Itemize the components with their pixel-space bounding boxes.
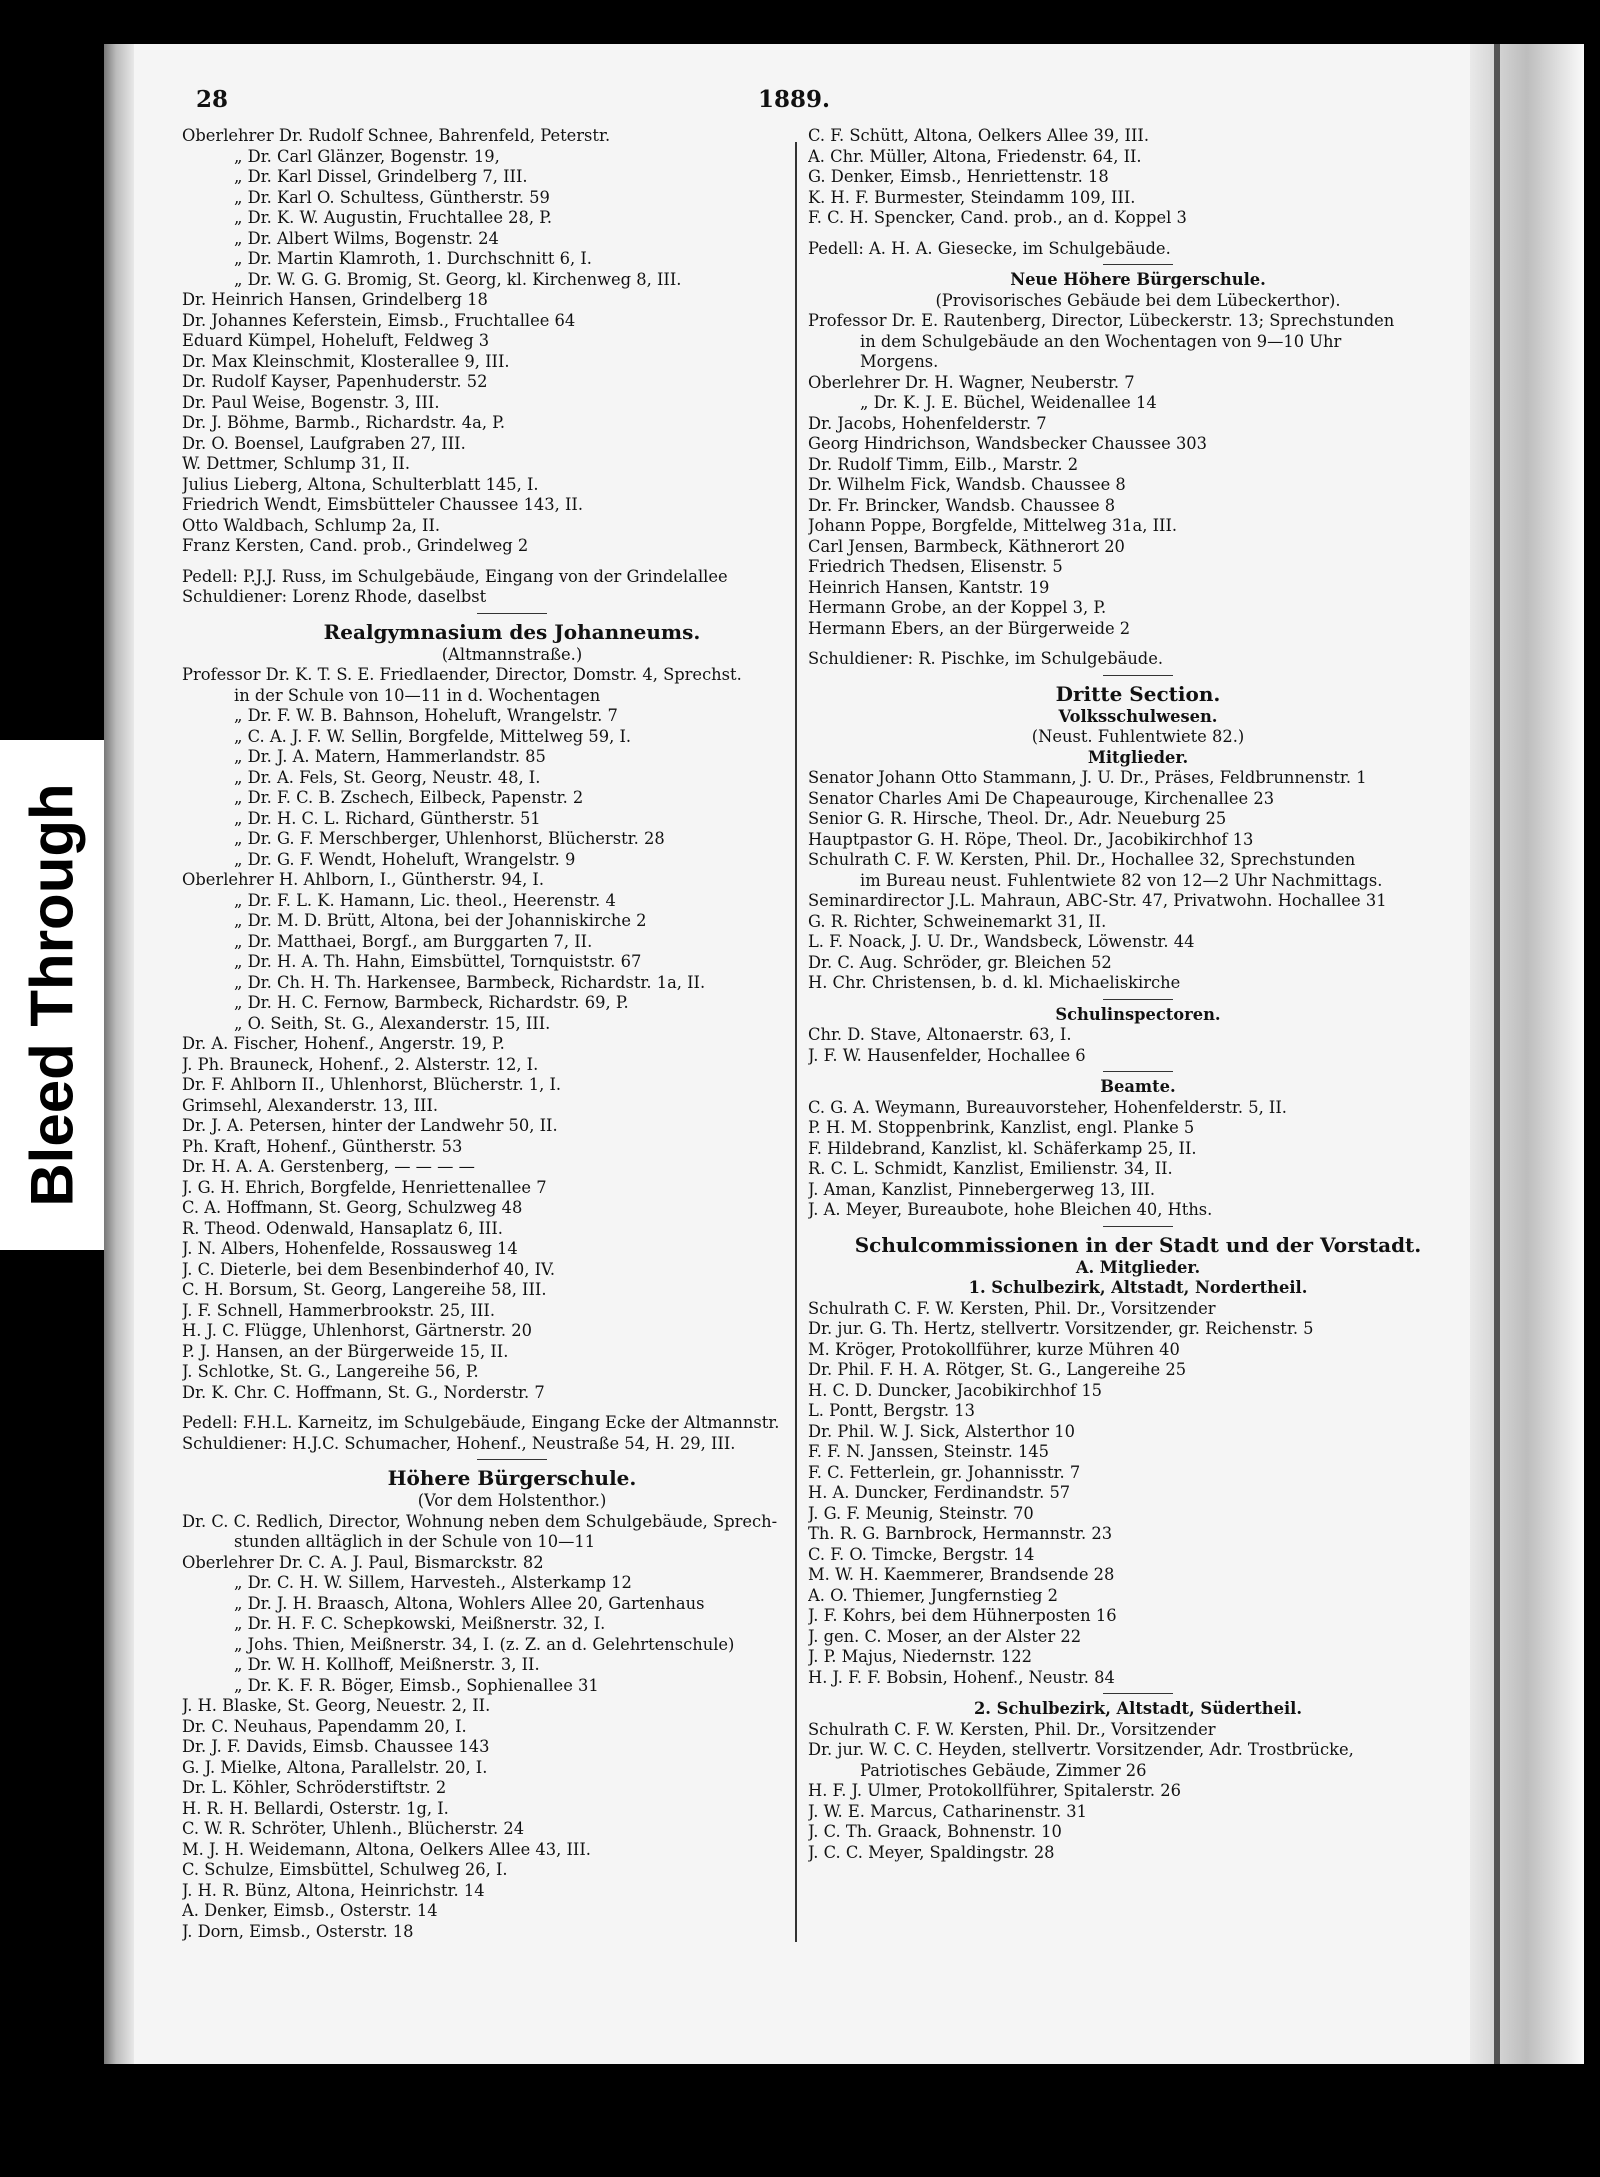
directory-entry: Schuldiener: R. Pischke, im Schulgebäude. (808, 649, 1164, 668)
directory-entry: „ Johs. Thien, Meißnerstr. 34, I. (z. Z. an d. Gelehrtenschule) (234, 1634, 735, 1654)
section-heading: Neue Höhere Bürgerschule. (1010, 270, 1266, 289)
directory-entry: A. Chr. Müller, Altona, Friedenstr. 64, II. (808, 146, 1142, 166)
directory-entry: „ Dr. Carl Glänzer, Bogenstr. 19, (234, 146, 500, 166)
directory-entry: M. W. H. Kaemmerer, Brandsende 28 (808, 1565, 1115, 1584)
directory-entry: Heinrich Hansen, Kantstr. 19 (808, 577, 1050, 597)
directory-entry: „ Dr. F. C. B. Zschech, Eilbeck, Papenstr. 2 (234, 788, 584, 807)
directory-entry: Carl Jensen, Barmbeck, Käthnerort 20 (808, 536, 1125, 556)
directory-entry: Dr. Johannes Keferstein, Eimsb., Fruchtallee 64 (182, 310, 576, 330)
directory-entry: Dr. Rudolf Timm, Eilb., Marstr. 2 (808, 454, 1079, 474)
directory-entry: M. J. H. Weidemann, Altona, Oelkers Allee 43, III. (182, 1839, 591, 1859)
directory-entry: G. Denker, Eimsb., Henriettenstr. 18 (808, 167, 1109, 186)
directory-entry: Dr. Phil. F. H. A. Rötger, St. G., Langereihe 25 (808, 1360, 1187, 1379)
directory-entry: H. Chr. Christensen, b. d. kl. Michaeliskirche (808, 973, 1181, 992)
directory-entry: „ Dr. G. F. Wendt, Hoheluft, Wrangelstr. 9 (234, 849, 576, 869)
directory-entry: F. Hildebrand, Kanzlist, kl. Schäferkamp 25, II. (808, 1138, 1197, 1158)
directory-entry: Dr. L. Köhler, Schröderstiftstr. 2 (182, 1778, 447, 1797)
directory-entry: Franz Kersten, Cand. prob., Grindelweg 2 (182, 536, 529, 555)
directory-entry: Dr. Jacobs, Hohenfelderstr. 7 (808, 413, 1047, 433)
directory-entry: „ Dr. Albert Wilms, Bogenstr. 24 (234, 228, 499, 248)
directory-entry: F. F. N. Janssen, Steinstr. 145 (808, 1442, 1050, 1461)
directory-entry: Dr. A. Fischer, Hohenf., Angerstr. 19, P. (182, 1034, 505, 1053)
directory-entry: „ Dr. A. Fels, St. Georg, Neustr. 48, I. (234, 767, 541, 787)
directory-entry: Julius Lieberg, Altona, Schulterblatt 145, I. (182, 474, 539, 494)
directory-entry: Dr. J. A. Petersen, hinter der Landwehr 50, II. (182, 1116, 558, 1135)
directory-entry: J. G. H. Ehrich, Borgfelde, Henriettenallee 7 (182, 1177, 547, 1197)
directory-entry: J. F. Kohrs, bei dem Hühnerposten 16 (808, 1606, 1117, 1625)
directory-entry: G. J. Mielke, Altona, Parallelstr. 20, I. (182, 1757, 488, 1777)
directory-entry: H. F. J. Ulmer, Protokollführer, Spitalerstr. 26 (808, 1781, 1181, 1800)
directory-entry: in dem Schulgebäude an den Wochentagen von 9—10 Uhr (860, 331, 1342, 351)
directory-entry: „ Dr. K. J. E. Büchel, Weidenallee 14 (860, 393, 1157, 412)
directory-entry: „ Dr. G. F. Merschberger, Uhlenhorst, Blücherstr. 28 (234, 829, 665, 848)
section-rule (1103, 264, 1173, 265)
directory-entry: H. J. F. F. Bobsin, Hohenf., Neustr. 84 (808, 1667, 1115, 1687)
directory-entry: R. C. L. Schmidt, Kanzlist, Emilienstr. 34, II. (808, 1159, 1173, 1178)
left-column (182, 126, 842, 1942)
directory-entry: Dr. Heinrich Hansen, Grindelberg 18 (182, 290, 488, 309)
directory-entry: Patriotisches Gebäude, Zimmer 26 (860, 1760, 1147, 1780)
section-rule (1103, 1226, 1173, 1227)
directory-entry: C. F. Schütt, Altona, Oelkers Allee 39, III. (808, 126, 1150, 145)
directory-entry: A. O. Thiemer, Jungfernstieg 2 (808, 1585, 1059, 1605)
directory-entry: „ Dr. J. A. Matern, Hammerlandstr. 85 (234, 747, 546, 766)
directory-entry: Schulrath C. F. W. Kersten, Phil. Dr., Vorsitzender (808, 1298, 1216, 1318)
directory-entry: K. H. F. Burmester, Steindamm 109, III. (808, 187, 1136, 207)
directory-entry: J. G. F. Meunig, Steinstr. 70 (808, 1503, 1034, 1523)
section-rule (1103, 1693, 1173, 1694)
directory-entry: J. H. Blaske, St. Georg, Neuestr. 2, II. (182, 1696, 491, 1715)
section-rule (477, 1459, 547, 1460)
directory-entry: „ Dr. H. C. Fernow, Barmbeck, Richardstr. 69, P. (234, 993, 629, 1012)
directory-entry: Dr. J. Böhme, Barmb., Richardstr. 4a, P. (182, 413, 505, 432)
directory-entry: Georg Hindrichson, Wandsbecker Chaussee 303 (808, 434, 1208, 453)
directory-entry: „ Dr. Karl O. Schultess, Güntherstr. 59 (234, 187, 550, 207)
directory-entry: Pedell: A. H. A. Giesecke, im Schulgebäude. (808, 238, 1171, 258)
directory-entry: Dr. C. C. Redlich, Director, Wohnung neben dem Schulgebäude, Sprech- (182, 1511, 778, 1531)
directory-entry: Th. R. G. Barnbrock, Hermannstr. 23 (808, 1524, 1113, 1543)
directory-entry: L. F. Noack, J. U. Dr., Wandsbeck, Löwenstr. 44 (808, 932, 1195, 951)
section-heading: Mitglieder. (1087, 747, 1189, 767)
directory-entry: J. Schlotke, St. G., Langereihe 56, P. (182, 1362, 479, 1381)
directory-entry: „ Dr. M. D. Brütt, Altona, bei der Johanniskirche 2 (234, 911, 647, 930)
directory-entry: Dr. jur. G. Th. Hertz, stellvertr. Vorsitzender, gr. Reichenstr. 5 (808, 1319, 1314, 1338)
directory-entry: Dr. Paul Weise, Bogenstr. 3, III. (182, 392, 440, 412)
directory-entry: F. C. Fetterlein, gr. Johannisstr. 7 (808, 1462, 1081, 1482)
directory-entry: in der Schule von 10—11 in d. Wochentagen (234, 685, 601, 705)
section-heading: Dritte Section. (1055, 681, 1221, 706)
directory-entry: Friedrich Wendt, Eimsbütteler Chaussee 143, II. (182, 495, 584, 514)
directory-entry: „ Dr. K. F. R. Böger, Eimsb., Sophienallee 31 (234, 1675, 599, 1695)
section-heading: Volksschulwesen. (1058, 706, 1218, 726)
directory-entry: C. G. A. Weymann, Bureauvorsteher, Hohenfelderstr. 5, II. (808, 1097, 1287, 1117)
section-rule (1103, 675, 1173, 676)
directory-entry: Oberlehrer Dr. Rudolf Schnee, Bahrenfeld, Peterstr. (182, 126, 611, 145)
directory-entry: „ Dr. W. H. Kollhoff, Meißnerstr. 3, II. (234, 1655, 540, 1674)
directory-entry: „ Dr. W. G. G. Bromig, St. Georg, kl. Kirchenweg 8, III. (234, 269, 682, 289)
section-heading: 1. Schulbezirk, Altstadt, Nordertheil. (968, 1278, 1308, 1297)
directory-entry: Senator Johann Otto Stammann, J. U. Dr., Präses, Feldbrunnenstr. 1 (808, 768, 1367, 787)
directory-entry: C. H. Borsum, St. Georg, Langereihe 58, III. (182, 1280, 547, 1299)
section-heading: (Vor dem Holstenthor.) (417, 1491, 607, 1510)
directory-entry: „ Dr. C. H. W. Sillem, Harvesteh., Alsterkamp 12 (234, 1573, 632, 1592)
spacer (182, 557, 842, 567)
directory-entry: J. P. Majus, Niedernstr. 122 (808, 1647, 1032, 1666)
directory-entry: C. Schulze, Eimsbüttel, Schulweg 26, I. (182, 1860, 508, 1879)
directory-entry: Dr. Fr. Brincker, Wandsb. Chaussee 8 (808, 495, 1116, 515)
directory-entry: R. Theod. Odenwald, Hansaplatz 6, III. (182, 1218, 503, 1238)
directory-entry: Schuldiener: Lorenz Rhode, daselbst (182, 587, 487, 606)
directory-entry: Schulrath C. F. W. Kersten, Phil. Dr., Hochallee 32, Sprechstunden (808, 850, 1356, 869)
directory-entry: H. J. C. Flügge, Uhlenhorst, Gärtnerstr. 20 (182, 1321, 532, 1340)
directory-entry: Dr. Rudolf Kayser, Papenhuderstr. 52 (182, 372, 488, 391)
directory-entry: P. J. Hansen, an der Bürgerweide 15, II. (182, 1341, 509, 1361)
directory-entry: Dr. C. Neuhaus, Papendamm 20, I. (182, 1716, 467, 1736)
directory-entry: Pedell: F.H.L. Karneitz, im Schulgebäude, Eingang Ecke der Altmannstr. (182, 1413, 780, 1432)
directory-entry: J. gen. C. Moser, an der Alster 22 (808, 1626, 1082, 1646)
directory-entry: C. A. Hoffmann, St. Georg, Schulzweg 48 (182, 1198, 523, 1217)
section-heading: (Provisorisches Gebäude bei dem Lübeckerthor). (935, 290, 1341, 310)
section-heading: A. Mitglieder. (1075, 1257, 1201, 1277)
directory-entry: W. Dettmer, Schlump 31, II. (182, 454, 411, 473)
section-heading: 2. Schulbezirk, Altstadt, Südertheil. (973, 1699, 1303, 1718)
section-heading: Realgymnasium des Johanneums. (323, 619, 701, 644)
directory-entry: Hermann Ebers, an der Bürgerweide 2 (808, 618, 1131, 638)
directory-entry: L. Pontt, Bergstr. 13 (808, 1401, 975, 1420)
directory-entry: Dr. F. Ahlborn II., Uhlenhorst, Blücherstr. 1, I. (182, 1075, 562, 1094)
directory-entry: Senior G. R. Hirsche, Theol. Dr., Adr. Neueburg 25 (808, 809, 1227, 828)
directory-entry: Schuldiener: H.J.C. Schumacher, Hohenf., Neustraße 54, H. 29, III. (182, 1433, 736, 1453)
directory-entry: Dr. jur. W. C. C. Heyden, stellvertr. Vorsitzender, Adr. Trostbrücke, (808, 1740, 1354, 1759)
directory-entry: A. Denker, Eimsb., Osterstr. 14 (182, 1901, 438, 1920)
section-rule (1103, 999, 1173, 1000)
directory-entry: Eduard Kümpel, Hoheluft, Feldweg 3 (182, 331, 490, 350)
section-heading: (Altmannstraße.) (441, 644, 583, 664)
directory-entry: „ Dr. F. L. K. Hamann, Lic. theol., Heerenstr. 4 (234, 890, 616, 910)
page-year: 1889. (758, 86, 831, 113)
page-right-edge (1470, 44, 1584, 2064)
directory-entry: H. C. D. Duncker, Jacobikirchhof 15 (808, 1380, 1103, 1400)
directory-entry: Dr. Phil. W. J. Sick, Alsterthor 10 (808, 1421, 1075, 1441)
directory-entry: Chr. D. Stave, Altonaerstr. 63, I. (808, 1025, 1072, 1044)
directory-entry: Senator Charles Ami De Chapeaurouge, Kirchenallee 23 (808, 788, 1275, 808)
directory-entry: Johann Poppe, Borgfelde, Mittelweg 31a, III. (808, 516, 1178, 535)
directory-entry: Otto Waldbach, Schlump 2a, II. (182, 515, 441, 535)
directory-entry: J. W. E. Marcus, Catharinenstr. 31 (808, 1801, 1088, 1821)
directory-entry: Schulrath C. F. W. Kersten, Phil. Dr., Vorsitzender (808, 1719, 1216, 1739)
spacer (182, 1403, 842, 1413)
directory-entry: M. Kröger, Protokollführer, kurze Mühren 40 (808, 1339, 1180, 1359)
directory-entry: „ Dr. J. H. Braasch, Altona, Wohlers Allee 20, Gartenhaus (234, 1593, 705, 1613)
section-heading: Schulinspectoren. (1055, 1004, 1221, 1024)
directory-entry: J. C. Th. Graack, Bohnenstr. 10 (808, 1822, 1062, 1841)
directory-entry: J. F. Schnell, Hammerbrookstr. 25, III. (182, 1300, 496, 1320)
directory-entry: Oberlehrer Dr. C. A. J. Paul, Bismarckstr. 82 (182, 1552, 544, 1572)
page-number: 28 (196, 86, 229, 113)
directory-entry: Dr. Max Kleinschmit, Klosterallee 9, III. (182, 351, 510, 371)
directory-entry: Dr. J. F. Davids, Eimsb. Chaussee 143 (182, 1737, 490, 1756)
directory-entry: J. H. R. Bünz, Altona, Heinrichstr. 14 (182, 1880, 485, 1900)
directory-entry: Seminardirector J.L. Mahraun, ABC-Str. 47, Privatwohn. Hochallee 31 (808, 891, 1387, 910)
directory-entry: „ Dr. H. A. Th. Hahn, Eimsbüttel, Tornquiststr. 67 (234, 952, 642, 971)
page-fold-line (1494, 44, 1500, 2064)
directory-entry: Professor Dr. K. T. S. E. Friedlaender, Director, Domstr. 4, Sprechst. (182, 665, 742, 684)
section-heading: Beamte. (1100, 1077, 1176, 1096)
directory-entry: Hermann Grobe, an der Koppel 3, P. (808, 598, 1107, 617)
directory-entry: Pedell: P.J.J. Russ, im Schulgebäude, Eingang von der Grindelallee (182, 566, 728, 586)
directory-entry: Dr. K. Chr. C. Hoffmann, St. G., Norderstr. 7 (182, 1382, 545, 1402)
directory-entry: J. C. Dieterle, bei dem Besenbinderhof 40, IV. (182, 1259, 556, 1279)
directory-entry: „ Dr. Matthaei, Borgf., am Burggarten 7, II. (234, 931, 593, 951)
spacer (808, 229, 1468, 239)
directory-entry: F. C. H. Spencker, Cand. prob., an d. Koppel 3 (808, 208, 1187, 227)
right-column (808, 126, 1468, 1863)
directory-entry: G. R. Richter, Schweinemarkt 31, II. (808, 911, 1107, 931)
directory-entry: Oberlehrer H. Ahlborn, I., Güntherstr. 94, I. (182, 870, 545, 889)
directory-entry: „ O. Seith, St. G., Alexanderstr. 15, III. (234, 1013, 551, 1033)
directory-entry: J. F. W. Hausenfelder, Hochallee 6 (808, 1045, 1086, 1065)
directory-entry: im Bureau neust. Fuhlentwiete 82 von 12—2 Uhr Nachmittags. (860, 870, 1383, 890)
directory-entry: „ Dr. Ch. H. Th. Harkensee, Barmbeck, Richardstr. 1a, II. (234, 972, 706, 992)
directory-entry: C. W. R. Schröter, Uhlenh., Blücherstr. 24 (182, 1819, 525, 1838)
directory-entry: stunden alltäglich in der Schule von 10—11 (234, 1532, 596, 1551)
section-heading: Schulcommissionen in der Stadt und der Vorstadt. (854, 1232, 1422, 1257)
directory-entry: „ Dr. Martin Klamroth, 1. Durchschnitt 6, I. (234, 249, 592, 268)
section-heading: (Neust. Fuhlentwiete 82.) (1031, 727, 1245, 746)
directory-entry: Friedrich Thedsen, Elisenstr. 5 (808, 557, 1063, 576)
directory-entry: J. Aman, Kanzlist, Pinnebergerweg 13, III. (808, 1179, 1156, 1199)
directory-entry: J. C. C. Meyer, Spaldingstr. 28 (808, 1842, 1055, 1862)
directory-entry: Dr. Wilhelm Fick, Wandsb. Chaussee 8 (808, 475, 1126, 494)
directory-entry: „ Dr. H. F. C. Schepkowski, Meißnerstr. 32, I. (234, 1614, 606, 1633)
directory-entry: H. A. Duncker, Ferdinandstr. 57 (808, 1483, 1071, 1502)
directory-entry: „ Dr. Karl Dissel, Grindelberg 7, III. (234, 167, 528, 186)
directory-entry: „ Dr. F. W. B. Bahnson, Hoheluft, Wrangelstr. 7 (234, 706, 618, 725)
section-heading: Höhere Bürgerschule. (387, 1466, 637, 1490)
directory-entry: H. R. H. Bellardi, Osterstr. 1g, I. (182, 1798, 449, 1818)
bleed-through-text: Bleed Through (18, 783, 86, 1207)
directory-entry: Professor Dr. E. Rautenberg, Director, Lübeckerstr. 13; Sprechstunden (808, 311, 1395, 330)
directory-entry: J. A. Meyer, Bureaubote, hohe Bleichen 40, Hths. (808, 1200, 1213, 1219)
directory-entry: J. Ph. Brauneck, Hohenf., 2. Alsterstr. 12, I. (182, 1054, 539, 1074)
directory-entry: J. N. Albers, Hohenfelde, Rossausweg 14 (182, 1239, 518, 1258)
directory-entry: Hauptpastor G. H. Röpe, Theol. Dr., Jacobikirchhof 13 (808, 829, 1254, 849)
directory-entry: Grimsehl, Alexanderstr. 13, III. (182, 1095, 439, 1115)
page-binding-edge (104, 44, 134, 2064)
directory-entry: „ Dr. K. W. Augustin, Fruchtallee 28, P. (234, 208, 553, 227)
spacer (808, 639, 1468, 649)
directory-entry: „ C. A. J. F. W. Sellin, Borgfelde, Mittelweg 59, I. (234, 726, 632, 746)
section-rule (1103, 1071, 1173, 1072)
directory-entry: Oberlehrer Dr. H. Wagner, Neuberstr. 7 (808, 372, 1135, 392)
directory-entry: Morgens. (860, 352, 939, 371)
directory-entry: Ph. Kraft, Hohenf., Güntherstr. 53 (182, 1136, 463, 1156)
directory-entry: C. F. O. Timcke, Bergstr. 14 (808, 1544, 1035, 1564)
directory-entry: P. H. M. Stoppenbrink, Kanzlist, engl. Planke 5 (808, 1118, 1195, 1137)
directory-entry: J. Dorn, Eimsb., Osterstr. 18 (182, 1921, 414, 1941)
section-rule (477, 613, 547, 614)
directory-entry: „ Dr. H. C. L. Richard, Güntherstr. 51 (234, 808, 541, 828)
directory-entry: Dr. C. Aug. Schröder, gr. Bleichen 52 (808, 952, 1112, 972)
directory-entry: Dr. O. Boensel, Laufgraben 27, III. (182, 433, 466, 453)
directory-entry: Dr. H. A. A. Gerstenberg, — — — — (182, 1157, 475, 1176)
